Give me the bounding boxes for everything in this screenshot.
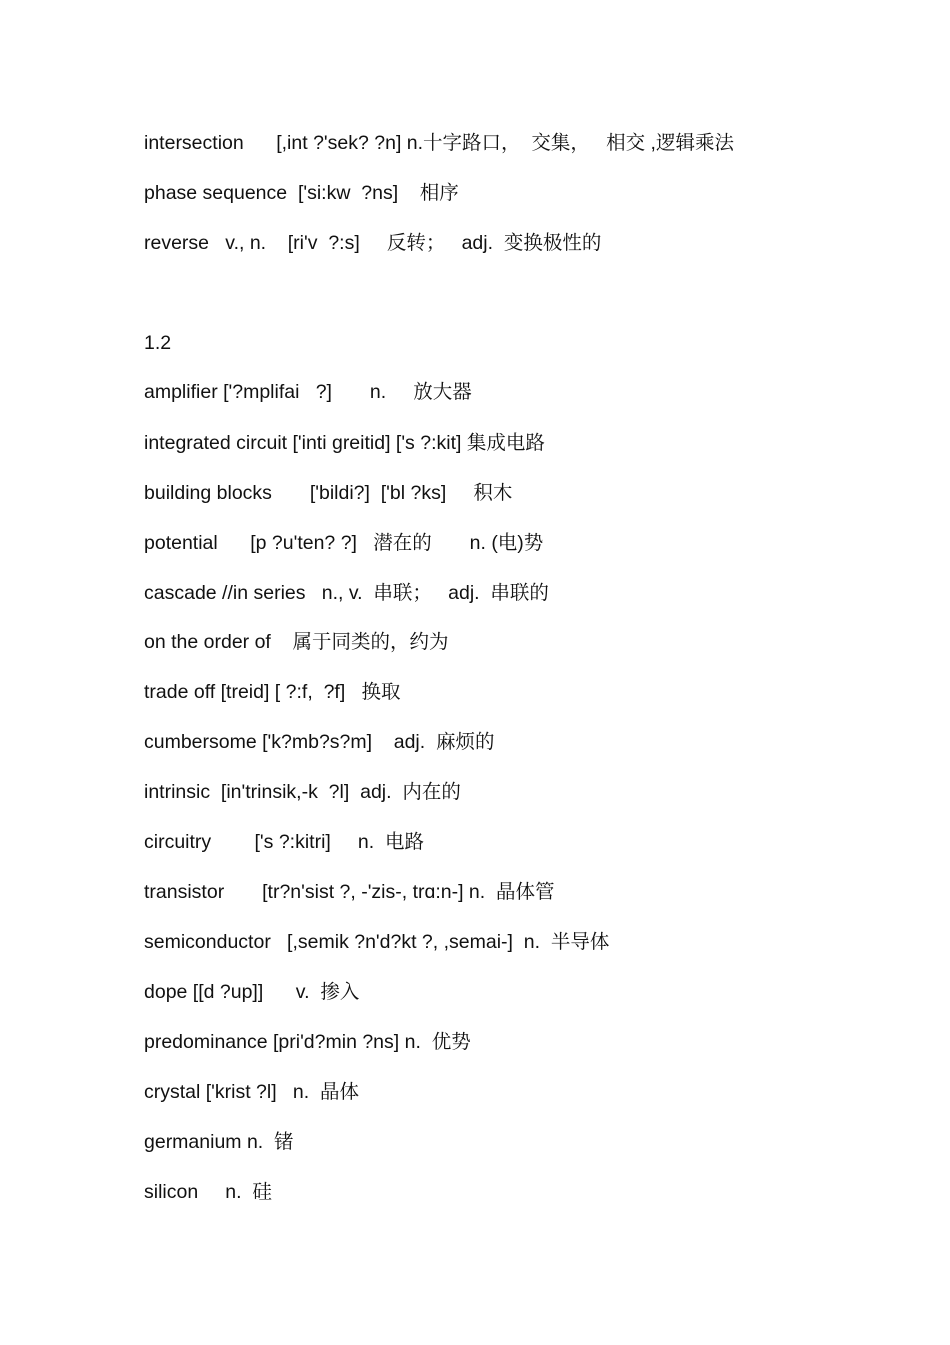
vocab-entry-on-the-order-of: on the order of 属于同类的，约为 (144, 631, 449, 653)
vocab-entry-dope: dope [[d ?up]] v. 掺入 (144, 981, 360, 1003)
vocab-entry-transistor: transistor [tr?n'sist ?, -'zis-, trɑ:n-] n. 晶体管 (144, 881, 555, 903)
vocab-entry-cumbersome: cumbersome ['k?mb?s?m] adj. 麻烦的 (144, 731, 495, 753)
vocab-entry-germanium: germanium n. 锗 (144, 1131, 294, 1153)
vocab-entry-amplifier: amplifier ['?mplifai ?] n. 放大器 (144, 381, 472, 403)
vocab-entry-crystal: crystal ['krist ?l] n. 晶体 (144, 1081, 360, 1103)
vocab-entry-building-blocks: building blocks ['bildi?] ['bl ?ks] 积木 (144, 482, 513, 504)
vocab-entry-trade-off: trade off [treid] [ ?:f, ?f] 换取 (144, 681, 401, 703)
vocab-entry-predominance: predominance [pri'd?min ?ns] n. 优势 (144, 1031, 471, 1053)
vocab-entry-potential: potential [p ?u'ten? ?] 潜在的 n. (电)势 (144, 532, 544, 554)
vocab-entry-cascade: cascade //in series n., v. 串联； adj. 串联的 (144, 582, 549, 604)
vocab-entry-silicon: silicon n. 硅 (144, 1181, 272, 1203)
vocab-entry-circuitry: circuitry ['s ?:kitri] n. 电路 (144, 831, 425, 853)
vocab-entry-semiconductor: semiconductor [,semik ?n'd?kt ?, ,semai-] n. 半导体 (144, 931, 610, 953)
vocab-entry-phase-sequence: phase sequence ['si:kw ?ns] 相序 (144, 182, 459, 204)
vocab-entry-reverse: reverse v., n. [ri'v ?:s] 反转； adj. 变换极性的 (144, 232, 602, 254)
vocab-entry-integrated-circuit: integrated circuit ['inti ɡreitid] ['s ?:kit] 集成电路 (144, 432, 545, 454)
vocab-entry-intersection: intersection [,int ?'sek? ?n] n.十字路口， 交集， 相交 ,逻辑乘法 (144, 132, 734, 154)
section-heading: 1.2 (144, 332, 172, 354)
vocab-entry-intrinsic: intrinsic [in'trinsik,-k ?l] adj. 内在的 (144, 781, 461, 803)
